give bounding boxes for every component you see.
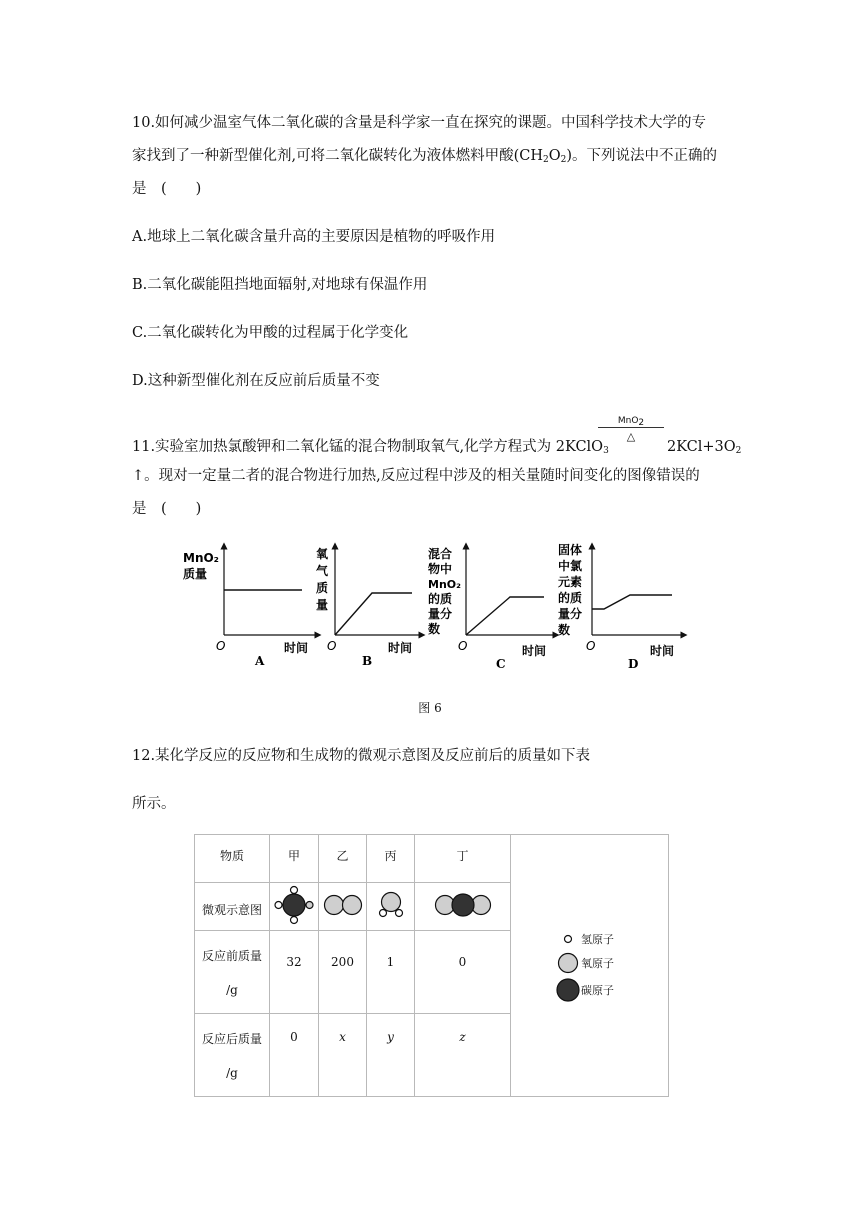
table-cell	[195, 1014, 270, 1097]
table-cell: 丙	[367, 835, 415, 883]
molecule-jia-icon	[274, 884, 314, 926]
graph-c-ylabel-6: 数	[428, 622, 441, 636]
q10-line2	[132, 146, 717, 166]
graph-d-ylabel-2: 中氯	[558, 559, 583, 573]
hydrogen-atom-icon	[555, 929, 581, 949]
table-cell: 32	[270, 931, 319, 1014]
q10-line3: 是 ( )	[132, 181, 202, 197]
q10-line1: 10.如何减少温室气体二氧化碳的含量是科学家一直在探究的课题。中国科学技术大学的专	[132, 115, 707, 131]
graph-c-origin: O	[458, 639, 468, 653]
graph-a-ylabel-2: 质量	[183, 567, 208, 581]
q11-text-b: 2KCl+3O	[667, 439, 736, 455]
graph-c-ylabel-2: 物中	[428, 562, 453, 576]
graph-d-origin: O	[586, 639, 596, 653]
subscript: 2	[560, 155, 567, 165]
molecule-bing-icon	[374, 889, 408, 921]
table-cell: 物质	[195, 835, 270, 883]
subscript: 2	[543, 155, 549, 165]
legend-item-carbon	[555, 976, 614, 1004]
table-cell: x	[319, 1014, 367, 1097]
legend-item-oxygen	[555, 950, 614, 976]
q10-line2-text-a: 家找到了一种新型催化剂,可将二氧化碳转化为液体燃料甲酸(CH	[132, 148, 544, 164]
graph-b-ylabel-4: 量	[316, 598, 329, 612]
graph-b-ylabel-2: 气	[316, 564, 329, 578]
after-label: 反应后质量	[201, 1032, 262, 1046]
table-cell: 1	[367, 931, 415, 1014]
q10-line2-text-b: O	[548, 148, 561, 164]
q11-line1	[132, 437, 609, 457]
graph-c-xlabel: 时间	[522, 644, 547, 658]
graph-d-ylabel-4: 的质	[558, 591, 583, 605]
graph-c-line	[466, 597, 544, 635]
legend-label: 碳原子	[581, 984, 614, 997]
atom-legend	[555, 928, 614, 1004]
graph-d-ylabel-3: 元素	[558, 575, 583, 589]
reaction-condition	[598, 416, 664, 443]
graph-c-ylabel-3: MnO₂	[428, 578, 461, 591]
graph-d-line	[592, 595, 672, 609]
subscript: 2	[735, 446, 742, 456]
subscript: 3	[603, 446, 609, 456]
molecule-yi	[319, 883, 367, 931]
graph-c-ylabel-5: 量分	[428, 607, 453, 621]
molecule-bing	[367, 883, 415, 931]
q11-line2: ↑。现对一定量二者的混合物进行加热,反应过程中涉及的相关量随时间变化的图像错误的	[132, 468, 700, 484]
before-unit: /g	[226, 983, 238, 997]
table-cell: z	[415, 1014, 511, 1097]
carbon-atom-icon	[555, 977, 581, 1003]
graph-c	[428, 546, 556, 671]
q12-line1: 12.某化学反应的反应物和生成物的微观示意图及反应前后的质量如下表	[132, 748, 591, 764]
figure-caption: 图 6	[418, 701, 442, 715]
graph-d-xlabel: 时间	[650, 644, 675, 658]
legend-label: 氧原子	[581, 957, 614, 970]
graph-a-xlabel: 时间	[284, 641, 309, 655]
graph-a-origin: O	[216, 639, 226, 653]
table-cell: 微观示意图	[195, 883, 270, 931]
graphs-figure	[176, 538, 696, 678]
q12-line2: 所示。	[132, 796, 176, 812]
before-label: 反应前质量	[201, 949, 262, 963]
graph-d-letter: D	[628, 657, 639, 671]
table-cell: 200	[319, 931, 367, 1014]
table-cell: y	[367, 1014, 415, 1097]
table-cell: 甲	[270, 835, 319, 883]
graph-d-ylabel-6: 数	[558, 623, 571, 637]
graph-c-ylabel-1: 混合	[428, 547, 453, 561]
table-cell: 0	[270, 1014, 319, 1097]
legend-label: 氢原子	[581, 933, 614, 946]
subscript: 2	[638, 418, 645, 428]
graph-b-line	[335, 593, 412, 635]
graph-b-ylabel-3: 质	[316, 581, 329, 595]
after-unit: /g	[226, 1066, 238, 1080]
table-cell	[195, 931, 270, 1014]
molecule-jia	[270, 883, 319, 931]
graph-c-letter: C	[496, 657, 506, 671]
table-cell: 乙	[319, 835, 367, 883]
q11-text-a: 11.实验室加热氯酸钾和二氧化锰的混合物制取氧气,化学方程式为 2KClO	[132, 439, 604, 455]
heat-symbol: △	[626, 430, 636, 443]
molecule-ding	[415, 883, 511, 931]
graph-b-ylabel-1: 氧	[316, 547, 329, 561]
graph-c-ylabel-4: 的质	[428, 592, 453, 606]
graph-a	[183, 546, 318, 668]
oxygen-atom-icon	[555, 951, 581, 975]
q10-line2-text-c: )。下列说法中不正确的	[566, 148, 718, 164]
graph-b	[316, 546, 422, 668]
q10-option-b: B.二氧化碳能阻挡地面辐射,对地球有保温作用	[132, 277, 428, 293]
catalyst-label: MnO	[617, 416, 639, 426]
graph-d	[558, 542, 684, 671]
table-cell: 0	[415, 931, 511, 1014]
q10-option-c: C.二氧化碳转化为甲酸的过程属于化学变化	[132, 325, 409, 341]
q11-line1-product	[667, 437, 741, 457]
graph-a-ylabel-1: MnO₂	[183, 551, 219, 565]
graph-d-ylabel-1: 固体	[558, 543, 583, 557]
graph-a-letter: A	[255, 654, 265, 668]
legend-item-hydrogen	[555, 928, 614, 950]
table-row-header	[195, 835, 669, 883]
q10-option-d: D.这种新型催化剂在反应前后质量不变	[132, 373, 380, 389]
graph-d-ylabel-5: 量分	[558, 607, 583, 621]
q11-line3: 是 ( )	[132, 501, 202, 517]
reaction-arrow-line	[598, 427, 664, 428]
table-cell: 丁	[415, 835, 511, 883]
molecule-yi-icon	[321, 892, 365, 918]
molecule-ding-icon	[433, 891, 493, 919]
graph-b-letter: B	[362, 654, 373, 668]
q10-option-a: A.地球上二氧化碳含量升高的主要原因是植物的呼吸作用	[132, 229, 496, 245]
graph-b-xlabel: 时间	[388, 641, 413, 655]
graph-b-origin: O	[327, 639, 337, 653]
